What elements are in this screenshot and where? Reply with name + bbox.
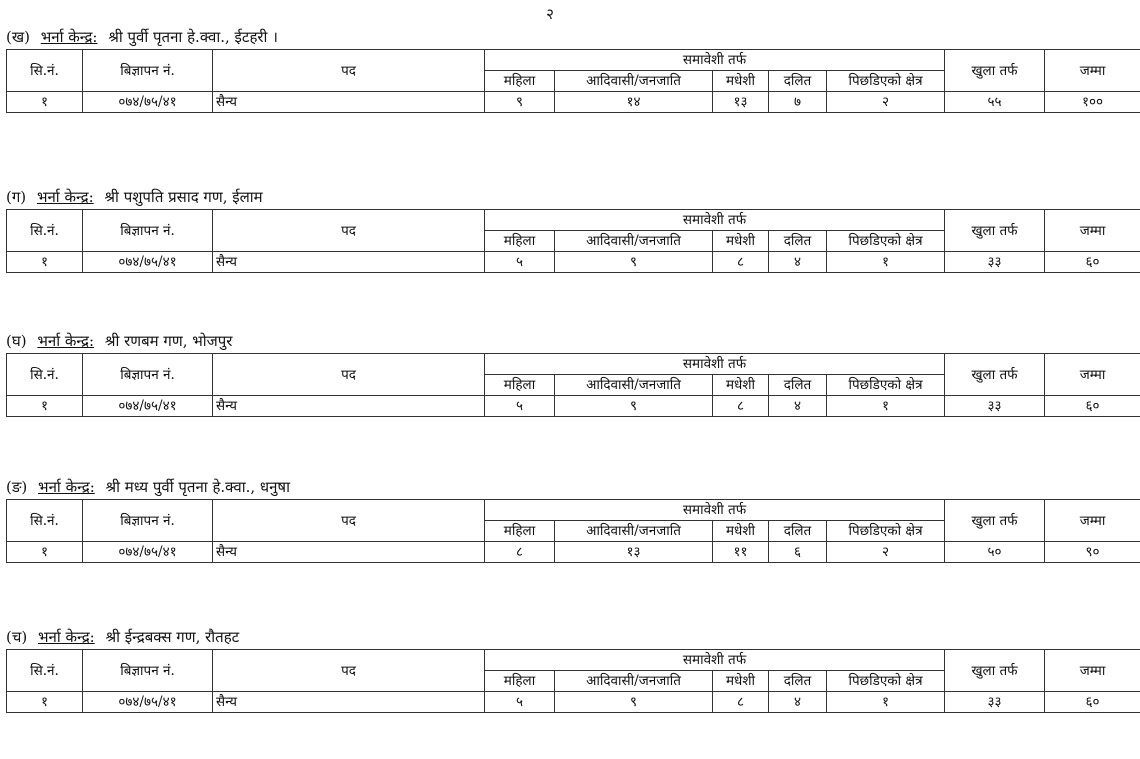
section-label: (ङ) [6,478,28,496]
cell-post: सैन्य [213,396,485,417]
cell-backward: २ [827,542,945,563]
header-open: खुला तर्फ [945,500,1045,542]
cell-open: ५० [945,542,1045,563]
header-open: खुला तर्फ [945,210,1045,252]
header-post: पद [213,354,485,396]
header-post: पद [213,500,485,542]
header-sn: सि.नं. [7,50,83,92]
center-name: श्री पुर्वी पृतना हे.क्वा., ईटहरी । [108,28,278,46]
header-advert: बिज्ञापन नं. [83,650,213,692]
table-row [7,542,1140,563]
cell-madhesi: १३ [713,92,769,113]
cell-madhesi: ११ [713,542,769,563]
cell-women: ५ [485,396,555,417]
header-sn: सि.नं. [7,354,83,396]
section-heading [6,476,1140,498]
cell-post: सैन्य [213,692,485,713]
cell-post: सैन्य [213,542,485,563]
cell-dalit: ७ [769,92,827,113]
cell-open: ३३ [945,692,1045,713]
header-inclusive-group: समावेशी तर्फ [485,210,945,231]
section-label: (घ) [6,332,27,350]
cell-madhesi: ८ [713,252,769,273]
cell-dalit: ४ [769,252,827,273]
cell-adibasi: ९ [555,692,713,713]
cell-dalit: ४ [769,692,827,713]
center-title: भर्ना केन्द्र: [40,28,98,46]
cell-women: ९ [485,92,555,113]
header-sn: सि.नं. [7,210,83,252]
cell-backward: २ [827,92,945,113]
header-backward: पिछडिएको क्षेत्र [827,231,945,252]
cell-adibasi: १४ [555,92,713,113]
page-number: २ [546,5,554,23]
header-inclusive-group: समावेशी तर्फ [485,50,945,71]
recruitment-table [6,353,1140,417]
cell-sn: १ [7,252,83,273]
cell-advert: ०७४/७५/४१ [83,252,213,273]
header-madhesi: मधेशी [713,671,769,692]
header-madhesi: मधेशी [713,231,769,252]
cell-total: ६० [1045,396,1140,417]
table-row [7,92,1140,113]
header-backward: पिछडिएको क्षेत्र [827,375,945,396]
cell-total: ९० [1045,542,1140,563]
cell-adibasi: १३ [555,542,713,563]
header-backward: पिछडिएको क्षेत्र [827,521,945,542]
table-row [7,252,1140,273]
header-advert: बिज्ञापन नं. [83,354,213,396]
recruitment-table [6,649,1140,713]
cell-adibasi: ९ [555,396,713,417]
cell-women: ५ [485,252,555,273]
center-title: भर्ना केन्द्र: [38,478,95,496]
section-label: (ख) [6,28,30,46]
section-ga [6,186,1140,273]
cell-advert: ०७४/७५/४१ [83,92,213,113]
header-post: पद [213,210,485,252]
recruitment-table [6,209,1140,273]
recruitment-table [6,499,1140,563]
cell-backward: १ [827,252,945,273]
cell-madhesi: ८ [713,692,769,713]
header-open: खुला तर्फ [945,650,1045,692]
header-dalit: दलित [769,671,827,692]
header-open: खुला तर्फ [945,354,1045,396]
cell-advert: ०७४/७५/४१ [83,542,213,563]
header-sn: सि.नं. [7,650,83,692]
section-nga [6,476,1140,563]
header-post: पद [213,50,485,92]
cell-adibasi: ९ [555,252,713,273]
header-dalit: दलित [769,71,827,92]
recruitment-table [6,49,1140,113]
cell-sn: १ [7,396,83,417]
header-advert: बिज्ञापन नं. [83,50,213,92]
center-title: भर्ना केन्द्र: [36,188,94,206]
header-sn: सि.नं. [7,500,83,542]
cell-backward: १ [827,396,945,417]
cell-dalit: ४ [769,396,827,417]
table-row [7,692,1140,713]
cell-dalit: ६ [769,542,827,563]
center-name: श्री पशुपति प्रसाद गण, ईलाम [104,188,263,206]
center-title: भर्ना केन्द्र: [38,628,95,646]
cell-women: ८ [485,542,555,563]
cell-total: ६० [1045,252,1140,273]
header-madhesi: मधेशी [713,375,769,396]
header-women: महिला [485,231,555,252]
header-inclusive-group: समावेशी तर्फ [485,650,945,671]
header-women: महिला [485,671,555,692]
header-total: जम्मा [1045,50,1140,92]
section-heading [6,26,1140,48]
cell-open: ३३ [945,252,1045,273]
cell-backward: १ [827,692,945,713]
section-heading [6,626,1140,648]
header-adibasi: आदिवासी/जनजाति [555,231,713,252]
header-dalit: दलित [769,231,827,252]
section-label: (ग) [6,188,27,206]
header-advert: बिज्ञापन नं. [83,210,213,252]
header-inclusive-group: समावेशी तर्फ [485,500,945,521]
header-adibasi: आदिवासी/जनजाति [555,375,713,396]
cell-post: सैन्य [213,92,485,113]
header-post: पद [213,650,485,692]
section-label: (च) [6,628,28,646]
header-dalit: दलित [769,375,827,396]
cell-advert: ०७४/७५/४१ [83,396,213,417]
header-women: महिला [485,521,555,542]
header-adibasi: आदिवासी/जनजाति [555,71,713,92]
center-name: श्री ईन्द्रबक्स गण, रौतहट [105,628,240,646]
center-name: श्री मध्य पुर्वी पृतना हे.क्वा., धनुषा [105,478,290,496]
section-gha [6,330,1140,417]
header-adibasi: आदिवासी/जनजाति [555,671,713,692]
table-row [7,396,1140,417]
header-madhesi: मधेशी [713,521,769,542]
center-name: श्री रणबम गण, भोजपुर [104,332,233,350]
header-madhesi: मधेशी [713,71,769,92]
header-dalit: दलित [769,521,827,542]
header-total: जम्मा [1045,650,1140,692]
header-backward: पिछडिएको क्षेत्र [827,71,945,92]
header-total: जम्मा [1045,500,1140,542]
cell-madhesi: ८ [713,396,769,417]
header-women: महिला [485,71,555,92]
center-title: भर्ना केन्द्र: [37,332,95,350]
header-inclusive-group: समावेशी तर्फ [485,354,945,375]
cell-total: १०० [1045,92,1140,113]
header-total: जम्मा [1045,210,1140,252]
cell-post: सैन्य [213,252,485,273]
cell-advert: ०७४/७५/४१ [83,692,213,713]
cell-sn: १ [7,542,83,563]
cell-sn: १ [7,692,83,713]
cell-total: ६० [1045,692,1140,713]
header-adibasi: आदिवासी/जनजाति [555,521,713,542]
cell-women: ५ [485,692,555,713]
section-heading [6,330,1140,352]
header-advert: बिज्ञापन नं. [83,500,213,542]
section-cha [6,626,1140,713]
cell-sn: १ [7,92,83,113]
header-women: महिला [485,375,555,396]
cell-open: ३३ [945,396,1045,417]
header-open: खुला तर्फ [945,50,1045,92]
cell-open: ५५ [945,92,1045,113]
section-kha [6,26,1140,113]
header-total: जम्मा [1045,354,1140,396]
header-backward: पिछडिएको क्षेत्र [827,671,945,692]
section-heading [6,186,1140,208]
